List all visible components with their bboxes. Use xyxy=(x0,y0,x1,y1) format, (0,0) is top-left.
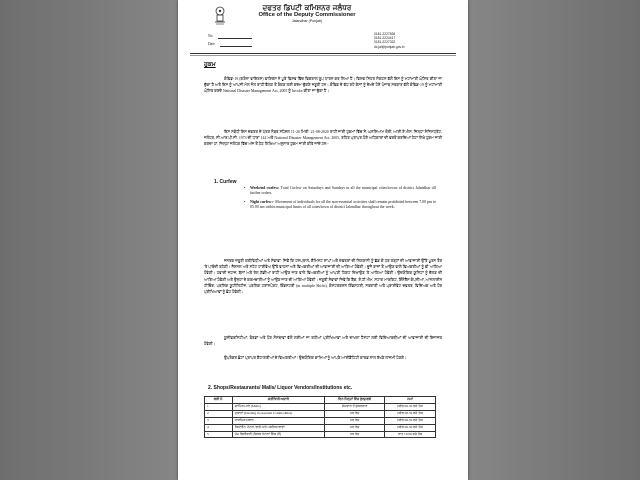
header-divider-thin xyxy=(190,55,456,56)
cell-time: ਸਵੇਰ 06.30 ਵਜੇ ਤੱਕ xyxy=(385,410,436,417)
curfew-heading: 1. Curfew xyxy=(214,179,237,185)
cell-days: ਹਰ ਰੋਜ਼ xyxy=(325,410,385,417)
weekend-curfew-label: Weekend curfew: xyxy=(250,186,280,190)
cell-serial: 4 xyxy=(205,424,233,431)
bullet-icon: • xyxy=(244,200,246,204)
contact-phone-1: 0181-2227826 xyxy=(374,32,396,36)
bullet-icon: • xyxy=(244,186,246,190)
shops-heading: 2. Shops/Restaurants/ Malls/ Liquor Vendors/Institutions etc. xyxy=(208,385,353,391)
cell-days: ਸੋਮਵਾਰ ਤੋਂ ਸ਼ੁੱਕਰਵਾਰ xyxy=(325,403,385,410)
column-header-time: ਸਮਾਂ xyxy=(385,397,436,404)
viewer-left-margin xyxy=(0,0,178,480)
header-divider xyxy=(190,53,456,54)
column-header-serial: ਲੜੀ ਨੰ. xyxy=(205,397,233,404)
cell-serial: 3 xyxy=(205,417,233,424)
state-emblem-icon xyxy=(212,6,228,26)
paragraph-3: ਜਨਤਕ ਜ਼ਰੂਰੀ ਗਤੀਵਿਧੀਆਂ ਅਤੇ ਸੇਵਾਵਾਂ, ਜਿਵੇਂ ਕਿ ਹਸਪਤਾਲ, ਕੈਮਿਸਟ ਸ਼ਾਪਾਂ ਅਤੇ ਦਫਤਰਾਂ ਦੀ ਨਿਗਰਾਨੀ ਨੂੰ ਛੱਡ ਕੇ ਹਰ ਤਰ੍ਹਾਂ ਦੀ ਆਵਾਜਾਈ ਉੱਤੇ ਪੂਰਨ ਤੌਰ 'ਤੇ ਪਾਬੰਦੀ ਰਹੇਗੀ। ਨੈਸ਼ਨਲ ਅਤੇ ਸਟੇਟ ਹਾਈਵੇਅ ਉੱਤੇ ਵਾਹਨਾਂ ਅਤੇ ਵਿਅਕਤੀਆਂ ਦੀ ਆਵਾਜਾਈ ਦੀ ਆਗਿਆ ਹੋਵੇਗੀ। ਦੂਜੇ ਰਾਜਾਂ ਤੋਂ ਆਉਣ ਵਾਲੇ ਵਿਅਕਤੀਆਂ ਨੂੰ ਵੀ ਆਗਿਆ ਹੋਵੇਗੀ। ਹਵਾਈ ਜਹਾਜ਼, ਬੱਸਾਂ ਅਤੇ ਰੇਲ ਗੱਡੀਆਂ ਰਾਹੀਂ ਆਉਣ ਜਾਣ ਵਾਲੇ ਵਿਅਕਤੀਆਂ ਨੂੰ ਆਪਣੀ ਟਿਕਟ ਦਿਖਾਉਣ 'ਤੇ ਆਗਿਆ ਹੋਵੇਗੀ। ਉਦਯੋਗਿਕ ਯੂਨਿਟਾਂ ਨੂੰ ਚੱਲਣ ਦੀ ਆਗਿਆ ਹੋਵੇਗੀ ਅਤੇ ਉਨ੍ਹਾਂ ਦੇ ਕਰਮਚਾਰੀਆਂ ਨੂੰ ਆਉਣ ਜਾਣ ਦੀ ਆਗਿਆ ਹੋਵੇਗੀ। ਜ਼ਰੂਰੀ ਸੇਵਾਵਾਂ ਜਿਵੇਂ ਕਿ ਬੈਂਕ, ਏ.ਟੀ.ਐਮ, ਸਟਾਕ ਮਾਰਕਿਟ, ਇੰਸ਼ੋਰੈਂਸ ਕੰਪਨੀਆਂ, ਆਨਲਾਈਨ ਟੀਚਿੰਗ, ਪਬਲਿਕ ਯੂਟੀਲਿਟੀਜ਼, ਪਬਲਿਕ ਟਰਾਂਸਪੋਰਟ, ਇੰਡਸਟਰੀ (in multiple Shifts), ਕੰਸਟਰਕਸ਼ਨ ਇੰਡਸਟਰੀ, ਸਰਕਾਰੀ ਅਤੇ ਪ੍ਰਾਈਵੇਟ ਦਫਤਰ, ਵਿਦਿਅਕ ਅਤੇ ਹੋਰ ਪ੍ਰੀਖਿਆਵਾਂ ਨੂੰ ਛੋਟ ਹੋਵੇਗੀ। xyxy=(204,259,442,295)
night-curfew-item xyxy=(244,200,436,210)
cell-time: ਸਵੇਰ 06.30 ਵਜੇ ਤੱਕ xyxy=(385,417,436,424)
table-row xyxy=(205,410,436,417)
office-title-english: Office of the Deputy Commissioner xyxy=(258,12,356,18)
office-subtitle: Jalandhar (Punjab) xyxy=(291,19,323,23)
contact-block xyxy=(374,32,446,49)
date-label: Date xyxy=(208,42,215,46)
weekend-curfew-text: Total Curfew on Saturdays and Sundays in all the municipal cities/towns of district Jalandhar till further orders. xyxy=(250,186,436,195)
document-page xyxy=(178,0,468,480)
cell-serial: 5 xyxy=(205,431,233,438)
paragraph-1: ਕੋਵਿਡ-19 (ਕਰੋਨਾ ਵਾਇਰਸ) ਵਾਇਰਸ ਨੇ ਪੂਰੇ ਵਿਸ਼ਵ ਵਿੱਚ ਵਿਕਰਾਲ ਰੂਪ ਧਾਰਨ ਕਰ ਲਿਆ ਹੈ। ਵਿਸ਼ਵ ਸਿਹਤ ਸੰਗਠਨ ਵੱਲੋਂ ਇਸ ਨੂੰ ਮਹਾਂਮਾਰੀ ਘੋਸ਼ਿਤ ਕੀਤਾ ਜਾ ਚੁੱਕਾ ਹੈ ਅਤੇ ਇਸ ਨੂੰ ਆਪਸੀ ਮੇਲ ਜੋਲ ਰਾਹੀਂ ਫੈਲਣ ਤੋਂ ਰੋਕਣ ਲਈ ਕਦਮ ਚੁੱਕਣੇ ਜ਼ਰੂਰੀ ਹਨ। ਕੋਵਿਡ ਦੇ ਵੱਧ ਰਹੇ ਕੇਸਾਂ ਨੂੰ ਦੇਖਦੇ ਹੋਏ ਪੰਜਾਬ ਸਰਕਾਰ ਵੱਲੋਂ ਕੋਵਿਡ-19 ਨੂੰ ਮਹਾਂਮਾਰੀ ਘੋਸ਼ਿਤ ਕਰਦੇ National Disaster Management Act, 2005 ਨੂੰ Invoke ਕੀਤਾ ਜਾ ਚੁੱਕਾ ਹੈ। xyxy=(204,77,442,94)
cell-time: ਰਾਤ 10.00 ਵਜੇ ਤੱਕ xyxy=(385,431,436,438)
night-curfew-label: Night curfew:- xyxy=(250,200,275,204)
cell-activity: ਹੋਮ ਡਿਲੀਵਰੀ (ਸਿਰਫ ਹੋਟਲਾਂ ਵਿੱਚ ਹੀ) xyxy=(232,431,324,438)
contact-phone-3: 0181-2227322 xyxy=(374,40,396,45)
no-label: No. xyxy=(208,34,214,38)
table-row xyxy=(205,403,436,410)
paragraph-2: ਇਸ ਸਬੰਧੀ ਇਸ ਦਫਤਰ ਦੇ ਪੱਤਰ ਨੰਬਰ ਸਪੈਸ਼ਲ 11-20 ਮਿਤੀ: 21-08-2020 ਰਾਹੀਂ ਜਾਰੀ ਹੁਕਮਾਂ ਵਿੱਚ ਮੈਂ, ਘਨਸ਼ਿਆਮ ਥੋਰੀ, ਆਈ.ਏ.ਐਸ, ਜ਼ਿਲ੍ਹਾ ਮੈਜਿਸਟ੍ਰੇਟ, ਜਲੰਧਰ, ਸੀ.ਆਰ.ਪੀ.ਸੀ. 1973 ਦੀ ਧਾਰਾ 144 ਅਤੇ National Disaster Management Act, 2005, ਤਹਿਤ ਪ੍ਰਾਪਤ ਹੋਏ ਅਧਿਕਾਰਾਂ ਦੀ ਵਰਤੋਂ ਕਰਦਿਆਂ ਹੇਠਾਂ ਲਿਖੇ ਹੁਕਮ ਜਾਰੀ ਕਰਦਾ ਹਾਂ, ਜ਼ਿਲ੍ਹਾ ਜਲੰਧਰ ਵਿੱਚ ਅੱਜ ਤੋਂ ਹੇਠ ਲਿਖਿਆ ਅਨੁਸਾਰ ਹੁਕਮ ਜਾਰੀ ਕੀਤੇ ਜਾਂਦੇ ਹਨ:- xyxy=(204,130,442,147)
cell-time: ਸਵੇਰ 06.30 ਵਜੇ ਤੱਕ xyxy=(385,424,436,431)
date-field-line xyxy=(220,46,252,47)
weekend-curfew-item xyxy=(244,186,436,196)
column-header-activity: ਗਤੀਵਿਧੀ/ਅਦਾਰੇ xyxy=(232,397,324,404)
shops-timing-table xyxy=(204,396,436,438)
cell-days: ਹਰ ਰੋਜ਼ xyxy=(325,424,385,431)
table-row xyxy=(205,417,436,424)
viewer-right-margin xyxy=(468,0,640,480)
contact-phone-2: 0181-2224417 xyxy=(374,36,396,41)
cell-activity: ਰੈਸਟੋਰੈਂਟ, ਹੋਟਲ, ਢਾਬੇ ਅਤੇ ਪਬਲਿਕ ਥਾਵਾਂ xyxy=(232,424,324,431)
cell-time: ਸਵੇਰ 06.30 ਵਜੇ ਤੱਕ xyxy=(385,403,436,410)
cell-days: ਹਰ ਰੋਜ਼ xyxy=(325,417,385,424)
cell-activity: ਸ਼ਾਪਿੰਗ ਮਾਲ (Malls) xyxy=(232,403,324,410)
office-title-punjabi: ਦਫਤਰ ਡਿਪਟੀ ਕਮਿਸ਼ਨਰ ਜਲੰਧਰ xyxy=(262,3,352,12)
no-field-line xyxy=(218,38,252,39)
cell-days: ਹਰ ਰੋਜ਼ xyxy=(325,431,385,438)
paragraph-5: ਉਪਰੋਕਤ ਛੋਟਾਂ ਪ੍ਰਾਪਤ ਕੈਟਾਗਰੀਆਂ ਦੇ ਵਿਅਕਤੀਆਂ / ਉਦਯੋਗਿਕ ਕਾਮਿਆਂ ਨੂੰ ਆਪਣੇ ਆਈਡੈਂਟਿਟੀ ਕਾਰਡ ਨਾਲ ਰੱਖਣੇ ਲਾਜ਼ਮੀ ਹੋਣਗੇ। xyxy=(224,356,407,360)
table-row xyxy=(205,424,436,431)
order-heading: ਹੁਕਮ xyxy=(204,61,216,68)
night-curfew-text: Movement of individuals for all the non-essential activities shall remain prohibited between 7.00 pm to 05.00 am within municipal limits of all cities/town of district Jalandhar throughout the week. xyxy=(250,200,436,209)
column-header-days: ਦਿਨ ਜਿਨ੍ਹਾਂ ਵਿੱਚ ਖੁੱਲ੍ਹਣਗੇ xyxy=(325,397,385,404)
contact-email: dc.jal@punjab.gov.in xyxy=(374,44,405,49)
cell-serial: 2 xyxy=(205,410,233,417)
cell-activity: ਦੁਕਾਨਾਂ (Dealing in essential Commodities) xyxy=(232,410,324,417)
paragraph-4: ਯੂਨੀਵਰਸਿਟੀਆਂ, ਬੋਰਡਾਂ ਅਤੇ ਹੋਰ ਸੰਸਥਾਵਾਂ ਵੱਲੋਂ ਲਈਆਂ ਜਾ ਰਹੀਆਂ ਪ੍ਰੀਖਿਆਵਾਂ ਅਤੇ ਦਾਖਲਾ ਟੈਸਟਾਂ ਲਈ ਵਿਦਿਆਰਥੀਆਂ ਦੀ ਆਵਾਜਾਈ ਦੀ ਇਜਾਜ਼ਤ ਹੋਵੇਗੀ। xyxy=(204,336,442,347)
cell-serial: 1 xyxy=(205,403,233,410)
table-row xyxy=(205,431,436,438)
cell-activity: ਧਾਰਮਿਕ ਸਥਾਨ xyxy=(232,417,324,424)
table-header-row xyxy=(205,397,436,404)
